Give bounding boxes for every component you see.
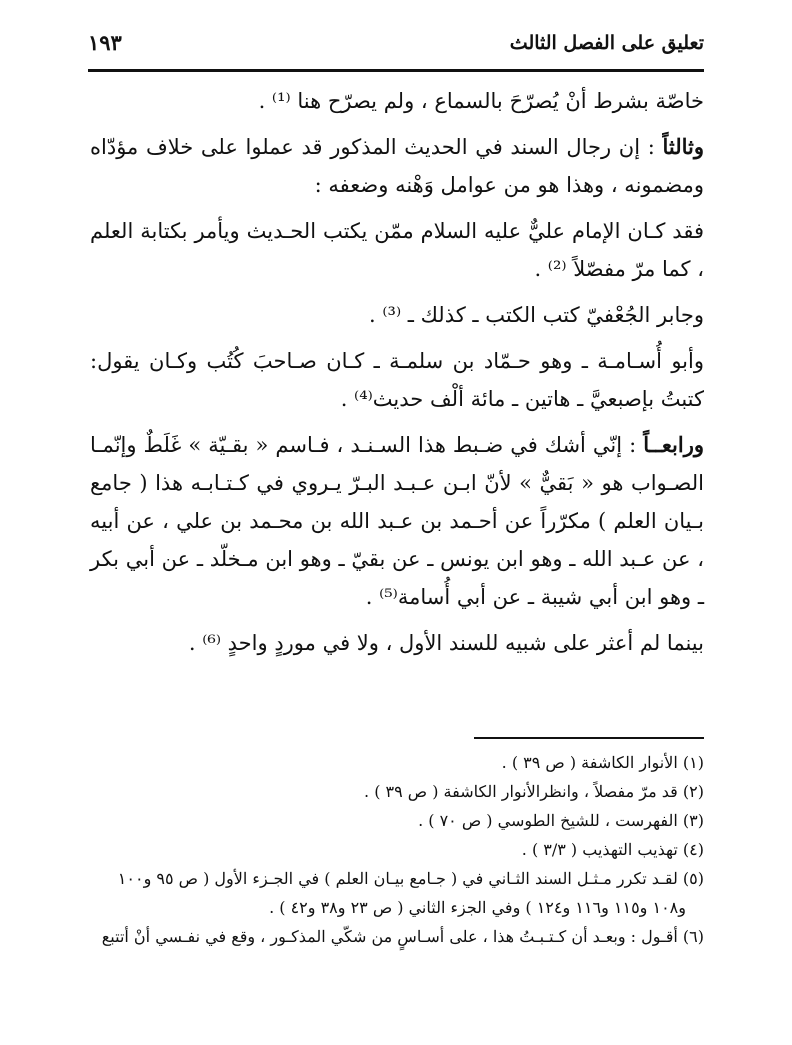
paragraph-2 xyxy=(90,128,704,204)
paragraph-5: وأبو أُسـامـة ـ وهو حـمّاد بن سلمـة ـ كـان صـاحبَ كُتُب وكـان يقول: كتبتُ بإصبعيَّ ـ هاتين ـ مائة ألْف حديث⁽⁴⁾ . xyxy=(90,349,704,411)
paragraph-6 xyxy=(90,426,704,616)
footnote-separator xyxy=(474,737,704,739)
paragraph-2-text: : إن رجال السند في الحديث المذكور قد عملوا على خلاف مؤدّاه ومضمونه ، وهذا هو من عوامل وَهْنه وضعفه : xyxy=(90,135,704,197)
page-number: ١٩٣ xyxy=(88,30,122,55)
paragraph-3: فقد كـان الإمام عليٌّ عليه السلام ممّن يكتب الحـديث ويأمر بكتابة العلم ، كما مرّ مفصّلاً ⁽²⁾ . xyxy=(90,219,704,281)
paragraph-1: خاصّة بشرط أنْ يُصرّحَ بالسماع ، ولم يصرّح هنا ⁽¹⁾ . xyxy=(258,89,704,113)
footnote-3: (٣) الفهرست ، للشيخ الطوسي ( ص ٧٠ ) . xyxy=(418,811,704,830)
footnote-1: (١) الأنوار الكاشفة ( ص ٣٩ ) . xyxy=(501,753,704,772)
header-rule xyxy=(88,69,704,72)
paragraph-4: وجابر الجُعْفيّ كتب الكتب ـ كذلك ـ ⁽³⁾ . xyxy=(369,303,704,327)
running-title: تعليق على الفصل الثالث xyxy=(509,32,704,54)
footnote-5-continued: و١٠٨ و١١٥ و١١٦ و١٢٤ ) وفي الجزء الثاني ( ص ٢٣ و٣٨ و٤٢ ) . xyxy=(269,898,686,917)
paragraph-7: بينما لم أعثر على شبيه للسند الأول ، ولا في موردٍ واحدٍ ⁽⁶⁾ . xyxy=(188,631,704,655)
footnote-5: (٥) لقـد تكرر مـثـل السند الثـاني في ( جـامع بيـان العلم ) في الجـزء الأول ( ص ٩٥ و١٠٠ xyxy=(117,869,704,888)
page-header xyxy=(88,28,704,64)
paragraph-6-text: : إنّي أشك في ضـبط هذا السـنـد ، فـاسم « بقـيّة » غَلَطٌ وإنّمـا الصـواب هو « بَقيٌّ » لأنّ ابـن عـبـد البـرّ يـروي في كـتـابـه هذا ( جامع بـيان العلم ) مكرّراً عن أحـمد بن عـبد الله بن محـمد بن علي ، عن أبيه ، عن عـبد الله ـ وهو ابن يونس ـ عن بقيّ ـ وهو ابن مـخلّد ـ عن أبي بكر ـ وهو ابن أبي شيبة ـ عن أبي أُسامة⁽⁵⁾ . xyxy=(90,433,704,609)
footnotes xyxy=(88,748,704,951)
paragraph-6-lead: ورابعــاً xyxy=(643,432,704,457)
footnote-2: (٢) قد مرّ مفصلاً ، وانظرالأنوار الكاشفة ( ص ٣٩ ) . xyxy=(364,782,704,801)
footnote-6: (٦) أقـول : وبعـد أن كـتـبـتُ هذا ، على أسـاسٍ من شكّي المذكـور ، وقع في نفـسي أنْ أتتبع xyxy=(101,927,704,946)
footnote-4: (٤) تهذيب التهذيب ( ٣/٣ ) . xyxy=(521,840,704,859)
paragraph-2-lead: وثالثاً xyxy=(662,134,704,159)
main-text xyxy=(90,82,704,670)
